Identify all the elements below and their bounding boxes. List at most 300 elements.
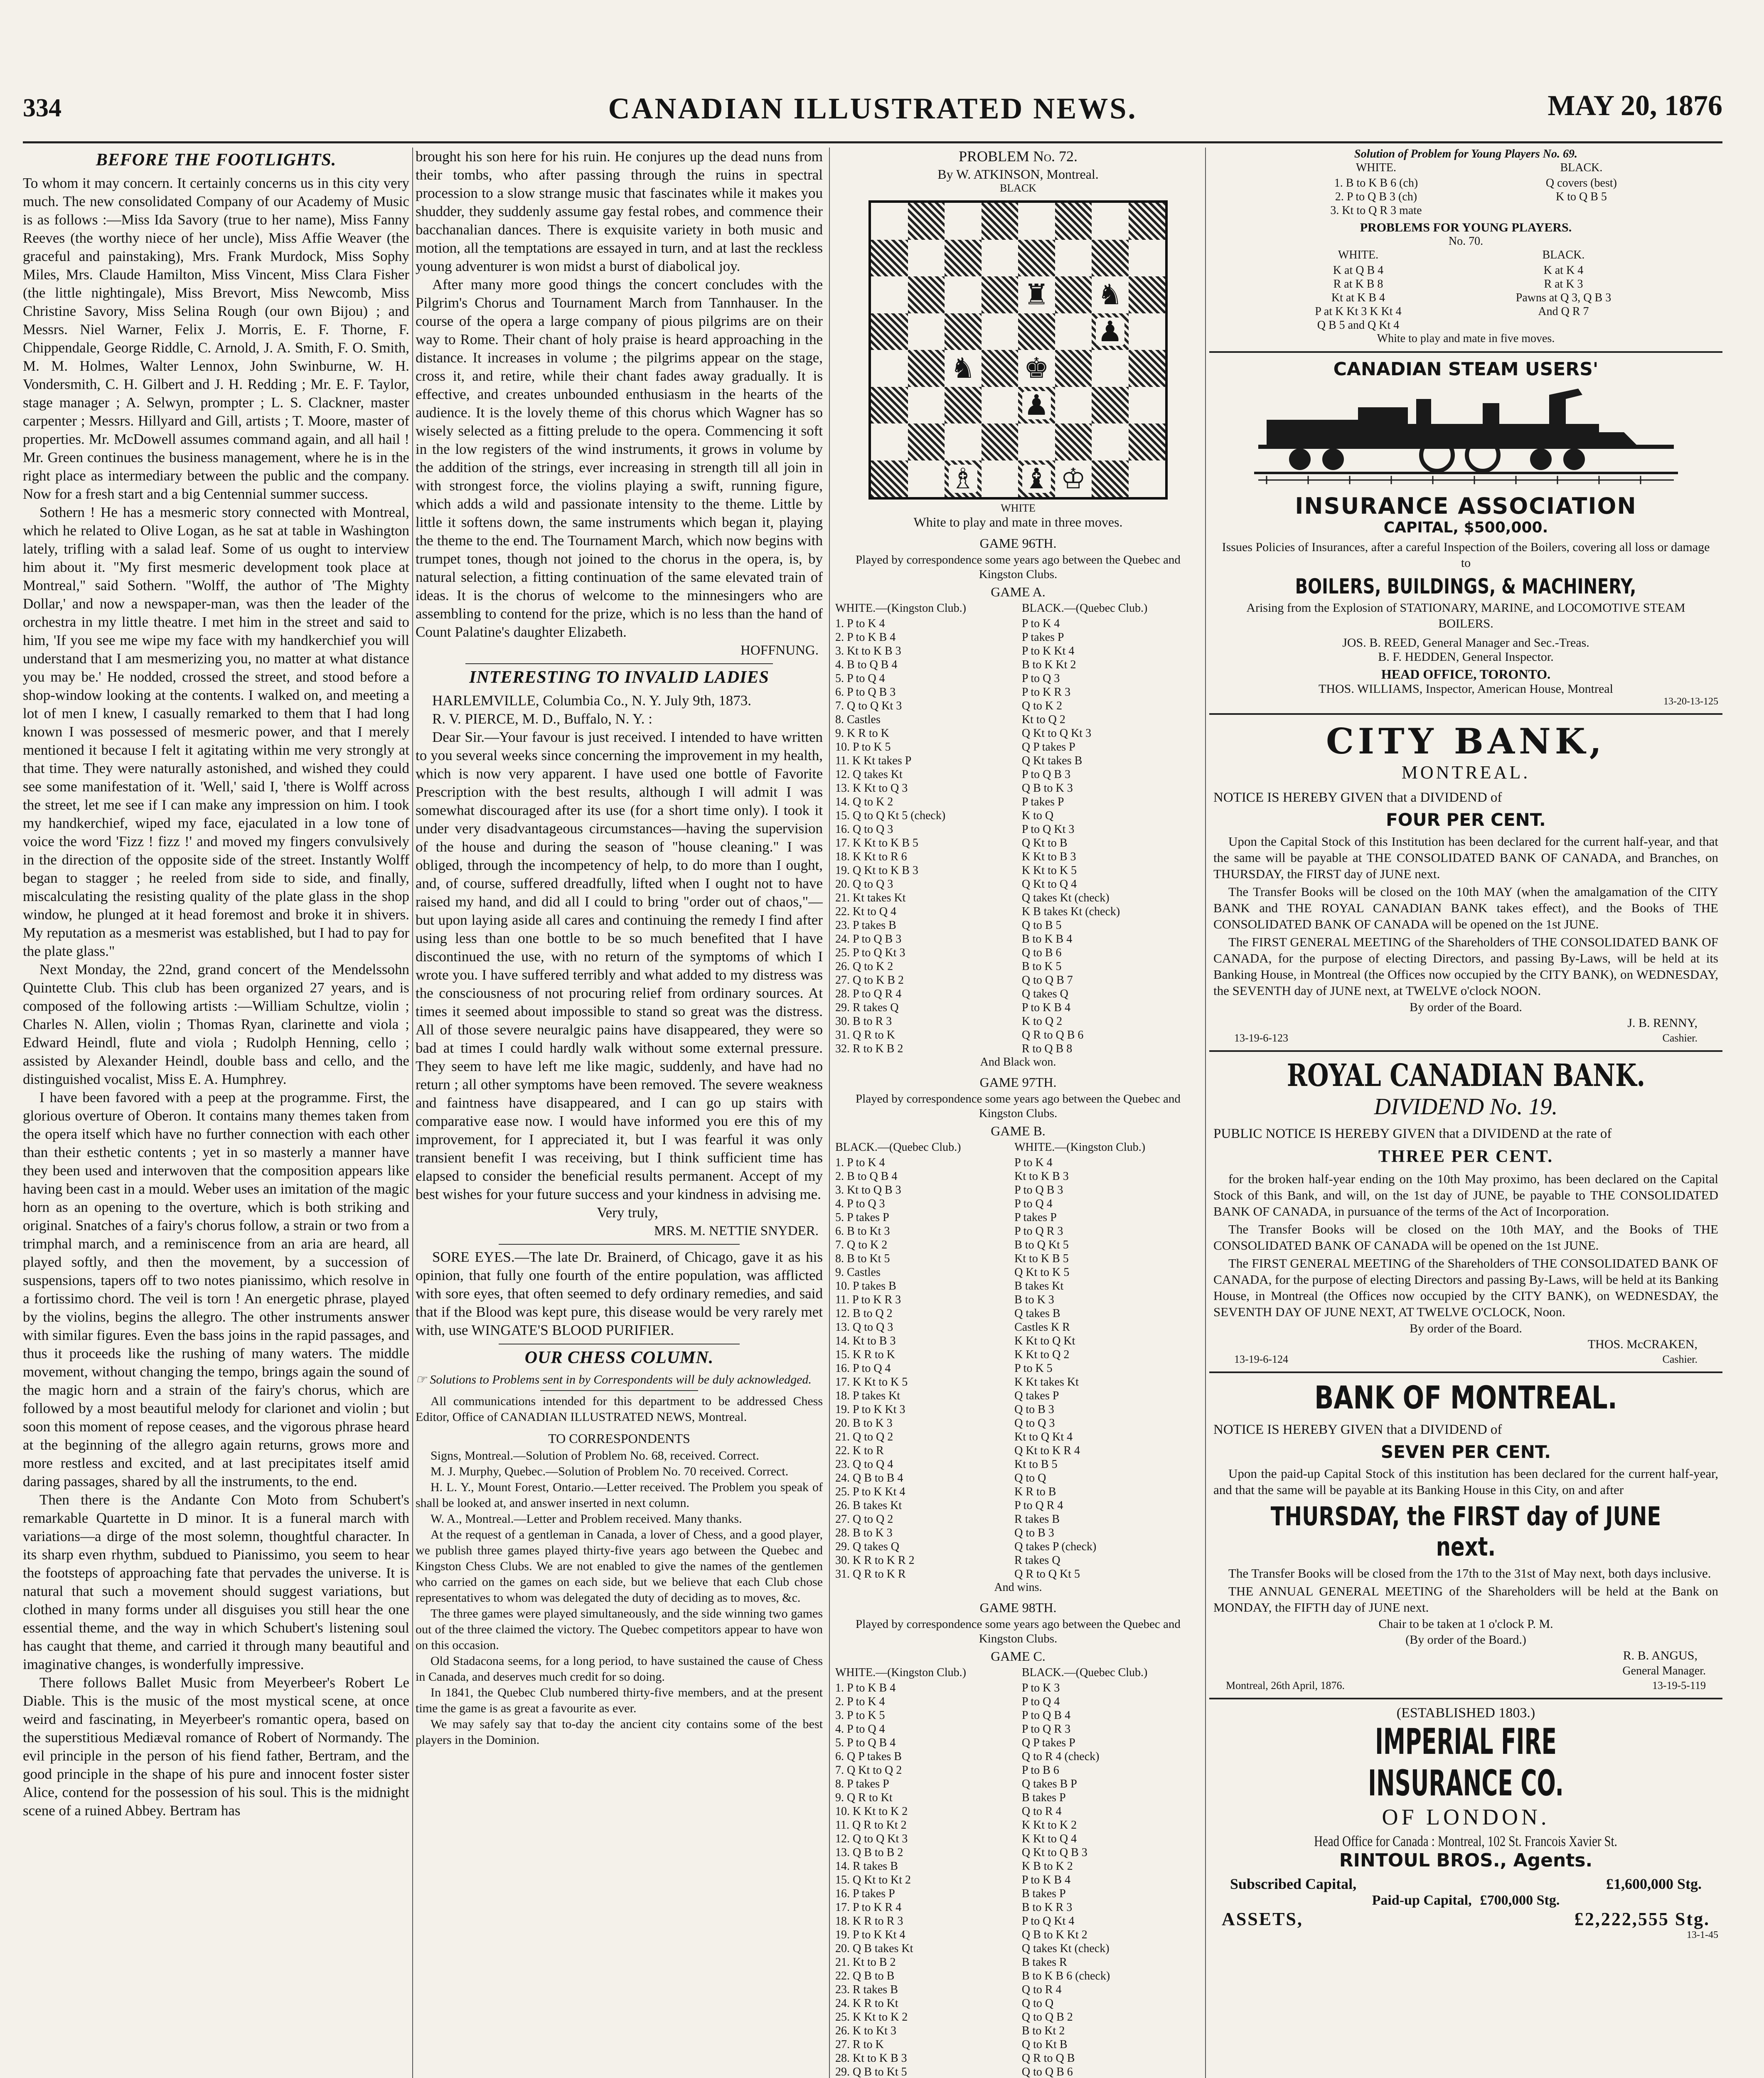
game-moves-table xyxy=(835,1140,1201,1581)
move-right: Q to Kt B xyxy=(1021,2038,1068,2051)
move-left: 31. Q R to K R xyxy=(835,1568,906,1581)
board-square xyxy=(1018,350,1055,387)
move-row xyxy=(835,1334,1201,1348)
game-label: GAME B. xyxy=(991,1123,1046,1138)
young-problem-title: PROBLEMS FOR YOUNG PLAYERS. xyxy=(1360,221,1572,234)
move-left: 15. K R to K xyxy=(835,1348,895,1361)
dividend-rate: SEVEN PER CENT. xyxy=(1380,1442,1551,1462)
column-rule xyxy=(412,148,413,2078)
column-header: BLACK. xyxy=(1542,249,1585,261)
board-square xyxy=(1018,423,1055,460)
board-square xyxy=(908,276,945,313)
position-row xyxy=(1261,305,1671,318)
move-right: Q to Q xyxy=(1021,1997,1054,2010)
move-left: 27. Q to K B 2 xyxy=(835,974,904,987)
board-square xyxy=(1129,350,1166,387)
move-row xyxy=(835,726,1201,740)
move-left: 7. Q Kt to Q 2 xyxy=(835,1764,902,1777)
move-row xyxy=(835,1252,1201,1266)
move-row xyxy=(835,1430,1201,1444)
move-left: 3. Kt to Q R 3 mate xyxy=(1330,204,1422,217)
move-right: R takes Q xyxy=(1014,1554,1060,1567)
move-right: B takes P xyxy=(1021,1791,1066,1804)
board-square xyxy=(1018,460,1055,497)
move-row xyxy=(835,1997,1201,2010)
move-row xyxy=(835,932,1201,946)
move-row xyxy=(835,1156,1201,1169)
board-square xyxy=(908,460,945,497)
move-row xyxy=(835,864,1201,877)
move-left: 10. P takes B xyxy=(835,1280,896,1293)
move-left: 26. K to Kt 3 xyxy=(835,2024,896,2037)
move-right: K Kt to Q 2 xyxy=(1014,1348,1070,1361)
column-header: WHITE.—(Kingston Club.) xyxy=(1014,1141,1146,1154)
advert-ref: 13-19-5-119 xyxy=(1652,1679,1706,1691)
move-left: 20. B to K 3 xyxy=(835,1417,893,1430)
notice-paragraph: The Transfer Books will be closed on the 10th MAY (when the amalgamation of the CITY BANK and THE ROYAL CANADIAN BANK takes effect), and the Books of THE CONSOLIDATED BANK OF CANADA will be opened on the 1st JUNE. xyxy=(1213,884,1718,931)
board-square xyxy=(1055,313,1092,350)
correspondent-item: Old Stadacona seems, for a long period, to have sustained the cause of Chess in Canada, and deserves much credit for so doing. xyxy=(416,1654,823,1684)
move-row xyxy=(835,1279,1201,1293)
move-row xyxy=(835,1928,1201,1942)
move-row xyxy=(835,685,1201,699)
game-note: Played by correspondence some years ago between the Quebec and Kingston Clubs. xyxy=(856,1618,1181,1645)
black-piece: R at K 3 xyxy=(1544,278,1583,291)
article-heading: BEFORE THE FOOTLIGHTS. xyxy=(96,150,337,170)
move-left: 20. Q B takes Kt xyxy=(835,1942,913,1955)
move-left: 12. Q to Q Kt 3 xyxy=(835,1832,908,1845)
move-right: P takes P xyxy=(1021,631,1064,644)
board-square xyxy=(945,350,982,387)
move-right: P to K R 3 xyxy=(1021,686,1071,699)
board-square xyxy=(982,240,1019,277)
notice-paragraph: The Transfer Books will be closed from the 17th to the 31st of May next, both days inclusive. xyxy=(1228,1566,1711,1581)
notice-chair: Chair to be taken at 1 o'clock P. M. xyxy=(1378,1617,1553,1631)
chess-piece: ♗ xyxy=(949,465,977,493)
advert-inspector: THOS. WILLIAMS, Inspector, American House, Montreal xyxy=(1319,682,1613,696)
advert-text: Issues Policies of Insurances, after a careful Inspection of the Boilers, covering all loss or damage to xyxy=(1222,540,1710,570)
chess-piece: ♟ xyxy=(1096,318,1124,346)
capital-label: Subscribed Capital, xyxy=(1230,1876,1357,1892)
move-row xyxy=(835,713,1201,726)
masthead xyxy=(23,83,1722,133)
move-row xyxy=(835,1955,1201,1969)
board-square xyxy=(908,240,945,277)
advert-ref: 13-20-13-125 xyxy=(1663,696,1718,707)
move-row xyxy=(835,1458,1201,1471)
move-left: 1. B to K B 6 (ch) xyxy=(1334,177,1418,190)
move-row xyxy=(835,1736,1201,1750)
column-header: BLACK. xyxy=(1560,161,1603,174)
column-4 xyxy=(1209,148,1722,2078)
board-square xyxy=(871,276,908,313)
board-label-white: WHITE xyxy=(1001,502,1036,514)
black-piece: Pawns at Q 3, Q B 3 xyxy=(1516,291,1611,304)
move-left: 15. Q Kt to Kt 2 xyxy=(835,1874,911,1886)
board-square xyxy=(1055,240,1092,277)
move-right: P to Q Kt 3 xyxy=(1021,823,1075,836)
move-right: Q Kt to Q B 3 xyxy=(1021,1846,1087,1859)
board-square xyxy=(871,460,908,497)
advert-ref: 13-1-45 xyxy=(1687,1930,1718,1940)
move-right: Q R to Q B xyxy=(1021,2052,1075,2065)
move-row xyxy=(835,1887,1201,1901)
position-row xyxy=(1261,291,1671,305)
board-square xyxy=(1055,387,1092,424)
move-right: K to Q xyxy=(1021,809,1054,822)
move-right: Kt to Q Kt 4 xyxy=(1014,1430,1073,1443)
notice-paragraph: Upon the Capital Stock of this Institution has been declared for the current half-year, and that the same will be payable at THE CONSOLIDATED BANK OF CANADA, and Branches, on THURSDAY, the FIRST day of JUNE next. xyxy=(1213,834,1718,881)
move-right: P to Q 3 xyxy=(1021,672,1060,685)
column-rule xyxy=(829,148,830,2078)
column-2 xyxy=(416,148,823,2078)
article-paragraph: Sothern ! He has a mesmeric story connected with Montreal, which he related to Olive Logan, as he sat at table in Washington lately, trifling with a salad leaf. Some of us ought to interview him about it. "My first mesmeric development took place at Montreal," said Sothern. "Wolff, the author of 'The Mighty Dollar,' and now a newspaper-man, was then the leader of the orchestra in my little theatre. I met him in the street and said to him, 'If you see me wipe my face with my handkerchief you will understand that I am mesmerizing you, no matter at what distance you may be.' He nodded, crossed the street, and stood before a shop-window looking at the contents. I walked on, and meeting a lot of men I knew, I casually remarked to them that I had long known I was possessed of mesmeric power, and that I merely mentioned it because I felt it agitating within me very strongly at that time. They were naturally astonished, and wished they could see some manifestation of it. 'Well,' said I, 'there is Wolff across the street, let me see if I can make any impression on him. I took my handkerchief, wiped my face, ejaculated in a low tone of voice the word 'Fizz ! fizz !' and moved my fingers convulsively in the direction of the opposite side of the street. Instantly Wolff began to stagger ; he reeled from side to side, and finally, miscalculating the resisting quality of the plate glass in the shop window, he plunged at it head foremost and broke it in shivers. My reputation as a mesmerist was established, but I had to pay for the plate glass." xyxy=(23,504,409,959)
article-paragraph: After many more good things the concert concludes with the Pilgrim's Chorus and Tournament March from Tannhauser. In the course of the opera a large company of pious pilgrims are on their way to Rome. Their chant of holy praise is heard approaching in the distance. It increases in volume ; the pilgrims appear on the stage, cross it, and retire, while their chant fades away gradually. It is effective, and creates unbounded enthusiasm in the hearts of the audience. It is the lovely theme of this chorus which Wagner has so wisely selected as a fitting prelude to the opera. Commencing it soft in the low registers of the wind instruments, it grows in volume by the addition of the strings, ever increasing in strength till all join in with strongest force, the violins playing a swift, running figure, which adds a wild and passionate intensity to the theme. Little by little it softens down, the same instruments which began it, playing the theme to the end. The Tournament March, which now begins with trumpet tones, though not joined to the chorus in the opera, is, by natural selection, a fitting continuation of the same elevated train of ideas. It is the chorus of welcome to the minnesingers who are assembling to contend for the prize, which is no less than the hand of Count Palatine's daughter Elizabeth. xyxy=(416,276,823,640)
game-label: GAME A. xyxy=(991,584,1046,599)
move-right: P to K 4 xyxy=(1021,617,1060,630)
move-row xyxy=(1261,204,1671,217)
move-left: 28. Kt to K B 3 xyxy=(835,2052,907,2065)
move-right: P to Q B 4 xyxy=(1021,1709,1071,1722)
move-left: 3. Kt to K B 3 xyxy=(835,645,901,657)
move-row xyxy=(835,1791,1201,1805)
correspondent-item: M. J. Murphy, Quebec.—Solution of Problem No. 70 received. Correct. xyxy=(431,1465,789,1478)
move-left: 22. Kt to Q 4 xyxy=(835,905,896,918)
move-right: P to K Kt 4 xyxy=(1021,645,1075,657)
move-left: 21. Kt takes Kt xyxy=(835,891,906,904)
notice-paragraph: for the broken half-year ending on the 10th May proximo, has been declared on the Capital Stock of this Bank, and will, on the 1st day of JUNE, be payable to THE CONSOLIDATED BANK OF CANADA, in pursuance of the terms of the Act of Incorporation. xyxy=(1213,1172,1718,1219)
letter-body: Dear Sir.—Your favour is just received. I intended to have written to you several weeks since concerning the improvement in my health, which is now very apparent. I have used one bottle of Favorite Prescription with the best results, although I will admit I was somewhat discouraged after its use (for a short time only). I took it under very disadvantageous circumstances—having the supervision of the house and during the season of "house cleaning." I was obliged, through the incompetency of help, to do more than I ought, and, of course, suffered dreadfully, lifted when I ought not to have raised my hand, and did all I could to bring "order out of chaos,"—but upon laying aside all cares and continuing the remedy I find after using less than one bottle to be so much benefited that I have discontinued the use, with no return of the symptoms of which I wrote you. I have suffered terribly and what added to my distress was the consciousness of not procuring relief from ordinary sources. At times it seemed about impossible to stand so great was the distress. All of those severe neuralgic pains have disappeared, they were so bad at times I could hardly walk without some external pressure. They seem to have left me like magic, suddenly, and have had no return ; all other symptoms have been removed. The severe weakness and faintness have disappeared, and I can go up stairs with comparative ease now. I would have informed you ere this of my improvement, for I appreciated it, but I was fearful it was only transient benefit I was receiving, but I think sufficient time has elapsed to consider the beneficial results permanent. Accept of my best wishes for your future success and your kindness in advising me. xyxy=(416,729,823,1202)
board-square xyxy=(945,460,982,497)
board-square xyxy=(1018,387,1055,424)
board-square xyxy=(945,313,982,350)
notice-date: Montreal, 26th April, 1876. xyxy=(1226,1679,1345,1691)
move-row xyxy=(835,630,1201,644)
move-right: K Kt to Q Kt xyxy=(1014,1334,1075,1347)
board-square xyxy=(982,203,1019,240)
move-row xyxy=(835,1014,1201,1028)
move-row xyxy=(835,795,1201,809)
notice-paragraph: The Transfer Books will be closed on the 10th MAY, and the Books of THE CONSOLIDATED BANK OF CANADA will be opened on the 1st JUNE. xyxy=(1213,1222,1718,1253)
column-1 xyxy=(23,148,409,2078)
move-left: 26. B takes Kt xyxy=(835,1499,902,1512)
move-row xyxy=(835,1901,1201,1914)
move-row xyxy=(835,2038,1201,2051)
board-square xyxy=(945,276,982,313)
move-left: 2. B to Q B 4 xyxy=(835,1170,898,1183)
move-left: 30. B to R 3 xyxy=(835,1015,892,1028)
chess-piece: ♞ xyxy=(1096,281,1124,309)
move-left: 1. P to K 4 xyxy=(835,617,885,630)
move-row xyxy=(835,850,1201,864)
board-square xyxy=(1092,460,1129,497)
move-left: 31. Q R to K xyxy=(835,1029,895,1041)
royal-bank-advert xyxy=(1209,1058,1722,1366)
move-row xyxy=(1261,190,1671,204)
move-row xyxy=(835,1389,1201,1403)
advert-text: Arising from the Explosion of STATIONARY, MARINE, and LOCOMOTIVE STEAM BOILERS. xyxy=(1246,601,1685,630)
chess-diagram xyxy=(868,200,1168,500)
move-left: 15. Q to Q Kt 5 (check) xyxy=(835,809,946,822)
board-label-black: BLACK xyxy=(999,182,1037,194)
position-row xyxy=(1261,263,1671,277)
move-left: 27. R to K xyxy=(835,2038,884,2051)
chess-piece: ♝ xyxy=(1022,465,1051,493)
move-row xyxy=(835,1001,1201,1014)
black-piece: K at K 4 xyxy=(1543,264,1584,277)
correspondent-item: W. A., Montreal.—Letter and Problem received. Many thanks. xyxy=(431,1512,742,1526)
divider xyxy=(1209,351,1722,353)
board-square xyxy=(945,203,982,240)
problem-caption: White to play and mate in three moves. xyxy=(913,515,1123,529)
move-left: 25. K Kt to K 2 xyxy=(835,2011,908,2024)
move-right: Q to K 2 xyxy=(1021,699,1063,712)
move-left: 2. P to K 4 xyxy=(835,1695,885,1708)
move-left: 13. K Kt to Q 3 xyxy=(835,782,908,795)
move-row xyxy=(835,2065,1201,2078)
advert-title: BANK OF MONTREAL. xyxy=(1314,1379,1617,1416)
chess-communications: All communications intended for this department to be addressed Chess Editor, Office of CANADIAN ILLUSTRATED NEWS, Montreal. xyxy=(416,1394,823,1424)
city-bank-advert xyxy=(1209,721,1722,1044)
move-row xyxy=(835,699,1201,713)
notice-order: By order of the Board. xyxy=(1410,1000,1522,1014)
move-row xyxy=(835,1169,1201,1183)
move-left: 25. P to Q Kt 3 xyxy=(835,946,905,959)
move-row xyxy=(835,644,1201,658)
move-left: 27. Q to Q 2 xyxy=(835,1513,893,1526)
board-square xyxy=(945,240,982,277)
advert-officer: B. F. HEDDEN, General Inspector. xyxy=(1378,650,1554,664)
move-left: 10. K Kt to K 2 xyxy=(835,1805,908,1818)
column-header: BLACK.—(Quebec Club.) xyxy=(1021,1666,1148,1679)
bank-of-montreal-advert xyxy=(1209,1379,1722,1692)
move-row xyxy=(835,1818,1201,1832)
move-row xyxy=(835,1914,1201,1928)
notice-footer xyxy=(1226,1679,1706,1692)
move-right: R takes B xyxy=(1014,1513,1060,1526)
chess-column-heading: OUR CHESS COLUMN. xyxy=(524,1348,714,1367)
move-row xyxy=(835,1805,1201,1818)
move-right: K Kt takes Kt xyxy=(1014,1376,1079,1389)
article-paragraph: Next Monday, the 22nd, grand concert of the Mendelssohn Quintette Club. This club has been organized 27 years, and is composed of the following artists :—William Schultze, violin ; Charles N. Allen, violin ; Thomas Ryan, clarinette and viola ; Edward Heindl, flute and viola ; Rudolph Henning, cello ; assisted by Alexander Heindl, double bass and cello, and the distinguished vocalist, Miss E. A. Humphrey. xyxy=(23,961,409,1087)
move-left: 9. Castles xyxy=(835,1266,881,1279)
game-note: Played by correspondence some years ago between the Quebec and Kingston Clubs. xyxy=(856,553,1181,581)
move-left: 5. P to Q 4 xyxy=(835,672,885,685)
move-row xyxy=(835,1485,1201,1499)
move-right: B takes P xyxy=(1021,1887,1066,1900)
move-left: 5. P takes P xyxy=(835,1211,889,1224)
notice-paragraph: The FIRST GENERAL MEETING of the Shareholders of THE CONSOLIDATED BANK OF CANADA, for the purpose of electing Directors and passing By-Laws, will be held at its Banking House, in Montreal (the Offices now occupied by the CITY BANK), on WEDNESDAY, the SEVENTH DAY OF JUNE NEXT, AT TWELVE O'CLOCK, Noon. xyxy=(1213,1256,1718,1319)
problem-author: By W. ATKINSON, Montreal. xyxy=(937,167,1099,182)
move-right: P to K 4 xyxy=(1014,1156,1053,1169)
move-row xyxy=(835,1526,1201,1540)
board-square xyxy=(871,423,908,460)
advert-agents: RINTOUL BROS., Agents. xyxy=(1339,1850,1593,1871)
young-problem-number: No. 70. xyxy=(1448,235,1484,248)
board-square xyxy=(1018,240,1055,277)
position-row xyxy=(1261,277,1671,291)
move-left: 8. B to Kt 5 xyxy=(835,1252,890,1265)
signature-title: General Manager. xyxy=(1622,1664,1706,1677)
move-right: B to K Kt 2 xyxy=(1021,658,1076,671)
black-piece xyxy=(1456,318,1671,332)
move-right: Q to R 4 (check) xyxy=(1021,1750,1100,1763)
move-right: Q Kt to K R 4 xyxy=(1014,1444,1080,1457)
move-row xyxy=(835,1681,1201,1695)
issue-date: MAY 20, 1876 xyxy=(1547,90,1722,122)
advert-officer: JOS. B. REED, General Manager and Sec.-Treas. xyxy=(1342,636,1589,650)
move-right: K B to K 2 xyxy=(1021,1860,1073,1873)
move-row xyxy=(835,781,1201,795)
article-signature: HOFFNUNG. xyxy=(741,643,819,658)
move-left: 23. Q to Q 4 xyxy=(835,1458,893,1471)
move-left: 6. Q P takes B xyxy=(835,1750,902,1763)
advert-office: Head Office for Canada : Montreal, 102 St. Francois Xavier St. xyxy=(1314,1833,1618,1849)
board-square xyxy=(871,240,908,277)
masthead-rule xyxy=(23,141,1722,143)
board-square xyxy=(945,387,982,424)
move-right: P to Q R 3 xyxy=(1014,1225,1063,1238)
move-row xyxy=(835,1042,1201,1056)
board-square xyxy=(1055,423,1092,460)
board-square xyxy=(908,203,945,240)
move-row xyxy=(835,1471,1201,1485)
move-left: 8. P takes P xyxy=(835,1778,889,1790)
move-row xyxy=(835,1873,1201,1887)
move-row xyxy=(835,1695,1201,1709)
advert-subtitle: MONTREAL. xyxy=(1401,762,1530,783)
advert-title: IMPERIAL FIRE INSURANCE CO. xyxy=(1368,1721,1564,1804)
board-square xyxy=(1018,276,1055,313)
move-row xyxy=(835,2051,1201,2065)
board-square xyxy=(908,387,945,424)
correspondent-item: We may safely say that to-day the ancient city contains some of the best players in the Dominion. xyxy=(416,1717,823,1747)
move-left: 14. Q to K 2 xyxy=(835,795,893,808)
move-left: 10. P to K 5 xyxy=(835,741,891,753)
move-row xyxy=(835,1362,1201,1375)
board-square xyxy=(1055,460,1092,497)
notice-paragraph: THE ANNUAL GENERAL MEETING of the Shareholders will be held at the Bank on MONDAY, the FIFTH day of JUNE next. xyxy=(1213,1584,1718,1615)
move-left: 4. P to Q 3 xyxy=(835,1197,885,1210)
move-row xyxy=(835,1183,1201,1197)
move-row xyxy=(835,1540,1201,1554)
move-right: Q takes B P xyxy=(1021,1778,1077,1790)
move-row xyxy=(835,754,1201,768)
move-right: B to K 3 xyxy=(1014,1293,1054,1306)
move-row xyxy=(835,1224,1201,1238)
board-square xyxy=(1092,350,1129,387)
advert-head-office: HEAD OFFICE, TORONTO. xyxy=(1381,667,1551,682)
correspondents-heading: TO CORRESPONDENTS xyxy=(548,1431,690,1446)
move-row xyxy=(835,1028,1201,1042)
move-left: 23. P takes B xyxy=(835,919,896,932)
letter-address: R. V. PIERCE, M. D., Buffalo, N. Y. : xyxy=(432,711,652,727)
move-row xyxy=(835,1777,1201,1791)
locomotive-illustration xyxy=(1250,382,1682,490)
notice-footer xyxy=(1234,1353,1698,1366)
white-piece: P at K Kt 3 K Kt 4 xyxy=(1315,305,1402,318)
column-header: WHITE. xyxy=(1356,161,1397,174)
newspaper-title: CANADIAN ILLUSTRATED NEWS. xyxy=(608,92,1137,125)
move-left: 24. P to Q B 3 xyxy=(835,933,902,945)
move-left: 12. B to Q 2 xyxy=(835,1307,893,1320)
move-row xyxy=(835,1444,1201,1458)
move-right: P to Q B 3 xyxy=(1021,768,1071,781)
board-square xyxy=(871,387,908,424)
move-right: Q takes P (check) xyxy=(1014,1540,1097,1553)
move-right: Q to Q B 2 xyxy=(1021,2011,1073,2024)
dividend-rate: THREE PER CENT. xyxy=(1378,1147,1554,1166)
column-header: BLACK.—(Quebec Club.) xyxy=(1021,602,1148,615)
game-result: And wins. xyxy=(994,1581,1042,1594)
white-piece: Kt at K B 4 xyxy=(1331,291,1385,304)
board-square xyxy=(945,423,982,460)
move-right: P to Q Kt 4 xyxy=(1021,1915,1075,1928)
move-row xyxy=(835,836,1201,850)
move-right: P to K 3 xyxy=(1021,1682,1060,1694)
board-square xyxy=(1129,460,1166,497)
move-right: Q Kt to Q 4 xyxy=(1021,878,1077,891)
letter-dateline: HARLEMVILLE, Columbia Co., N. Y. July 9th, 1873. xyxy=(432,692,752,709)
move-right: Q R to Q B 6 xyxy=(1021,1029,1084,1041)
signature-title: Cashier. xyxy=(1662,1353,1698,1365)
move-right: K R to B xyxy=(1014,1485,1056,1498)
move-right: B to Q Kt 5 xyxy=(1014,1238,1069,1251)
move-right: Q P takes P xyxy=(1021,741,1075,753)
move-right: Q to B 3 xyxy=(1014,1526,1054,1539)
move-right: Q takes Q xyxy=(1021,987,1068,1000)
move-left: 29. Q takes Q xyxy=(835,1540,899,1553)
board-square xyxy=(871,350,908,387)
divider xyxy=(1209,1050,1722,1052)
capital-row xyxy=(1209,1893,1722,1908)
move-left: 24. Q B to B 4 xyxy=(835,1472,903,1485)
board-square xyxy=(1129,387,1166,424)
white-piece: R at K B 8 xyxy=(1333,278,1383,291)
board-square xyxy=(1018,313,1055,350)
chess-piece: ♞ xyxy=(949,354,977,382)
move-right: B takes Kt xyxy=(1014,1280,1064,1293)
board-square xyxy=(1129,313,1166,350)
article-paragraph: Then there is the Andante Con Moto from Schubert's remarkable Quartette in D minor. It is a funeral march with variations—a dirge of the most solemn, thoughtful character. In its sharp even rhythm, subdued to Pianissimo, you seem to hear the footsteps of approaching fate that pervades the universe. It is natural that such a movement should suggest variations, but clothed in many forms under all disguises you still hear the one essential theme, and the way in which Schubert's listening soul has caught that theme, and carried it through many beautiful and imaginative changes, is wonderfully impressive. xyxy=(23,1492,409,1672)
capital-value: £700,000 Stg. xyxy=(1480,1893,1560,1908)
move-row xyxy=(835,973,1201,987)
column-header: WHITE.—(Kingston Club.) xyxy=(835,602,966,615)
capital-label: Paid-up Capital, xyxy=(1372,1893,1472,1908)
move-row xyxy=(835,1722,1201,1736)
move-row xyxy=(835,905,1201,918)
move-right: K Kt to Q 4 xyxy=(1021,1832,1077,1845)
move-left: 16. P to Q 4 xyxy=(835,1362,891,1375)
board-square xyxy=(1092,276,1129,313)
game-moves-table xyxy=(835,1666,1201,2078)
move-right xyxy=(1491,204,1671,217)
game-title: GAME 98TH. xyxy=(979,1600,1057,1615)
move-right: Q P takes P xyxy=(1021,1736,1075,1749)
move-left: 9. K R to K xyxy=(835,727,889,740)
column-header: WHITE.—(Kingston Club.) xyxy=(835,1666,966,1679)
move-right: P to K B 4 xyxy=(1021,1874,1071,1886)
move-row xyxy=(835,1211,1201,1224)
move-row xyxy=(835,1846,1201,1859)
move-left: 14. Kt to B 3 xyxy=(835,1334,896,1347)
move-right: Q to Q xyxy=(1014,1472,1046,1485)
move-row xyxy=(835,2010,1201,2024)
young-players-section xyxy=(1209,148,1722,345)
position-row xyxy=(1261,318,1671,332)
move-row xyxy=(835,1512,1201,1526)
board-square xyxy=(1092,203,1129,240)
